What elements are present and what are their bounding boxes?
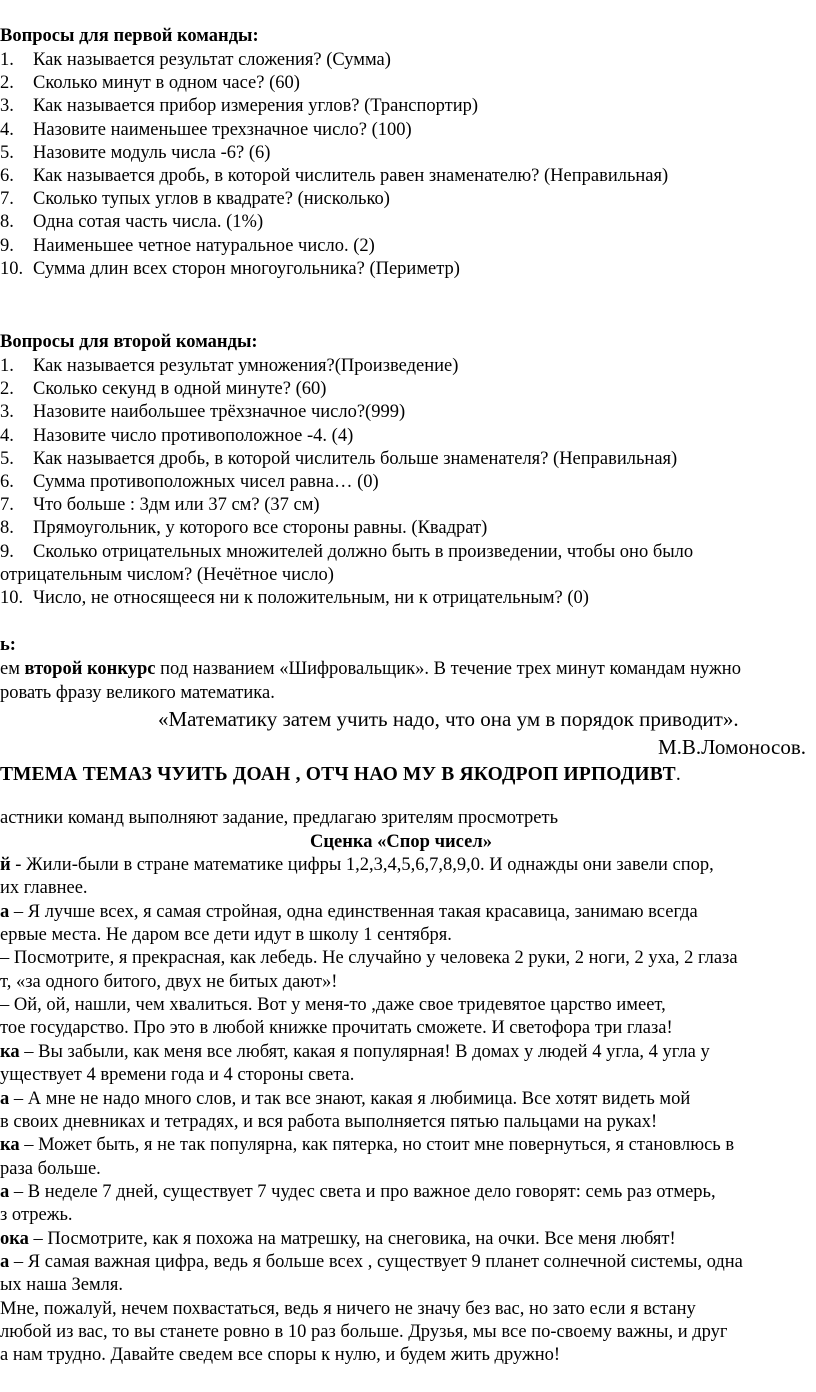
- speaker-name: а: [0, 1251, 10, 1272]
- question-text: Что больше : 3дм или 37 см? (37 см): [33, 495, 320, 516]
- question-text: Сколько отрицательных множителей должно быть в произведении, чтобы оно было: [33, 541, 694, 562]
- cipher-text: [0, 763, 681, 787]
- question-text: Сколько тупых углов в квадрате? (нисколько): [33, 189, 390, 210]
- speaker-name: ка: [0, 1135, 20, 1156]
- dialogue-line: [0, 1110, 657, 1134]
- dialogue-line: [0, 853, 714, 877]
- dialogue-line: [0, 1157, 101, 1181]
- cipher-phrase: ТМЕМА ТЕМАЗ ЧУИТЬ ДОАН , ОТЧ НАО МУ В ЯКОДРОП ИРПОДИВТ: [0, 764, 676, 785]
- contest-intro-line2: ровать фразу великого математика.: [0, 683, 275, 703]
- question-number: 6.: [0, 472, 14, 492]
- quote-author: М.В.Ломоносов.: [657, 735, 806, 759]
- question-number: 9.: [0, 235, 14, 256]
- dialogue-text: – А мне не надо много слов, и так все знают, какая я любимица. Все хотят видеть мой: [9, 1088, 691, 1109]
- dialogue-text: в своих дневниках и тетрадях, и вся работа выполняется пятью пальцами на руках!: [0, 1111, 658, 1132]
- question-text: Назовите число противоположное -4. (4): [33, 425, 354, 446]
- question-number: 10.: [0, 588, 24, 608]
- dialogue-text: – Посмотрите, я прекрасная, как лебедь. Не случайно у человека 2 руки, 2 ноги, 2 уха, 2 глаза: [0, 948, 738, 969]
- contest-intro: [0, 657, 741, 681]
- speaker-name: а: [0, 1181, 10, 1202]
- speaker-name: а: [0, 901, 10, 922]
- dialogue-line: [0, 1063, 354, 1087]
- dialogue-line: [0, 1227, 676, 1251]
- dialogue-text: – В неделе 7 дней, существует 7 чудес света и про важное дело говорят: семь раз отмерь,: [9, 1181, 716, 1202]
- question-number: 2.: [0, 379, 14, 400]
- contest-name: второй конкурс: [24, 659, 156, 679]
- contest-intro-end: под названием «Шифровальщик». В течение трех минут командам нужно: [155, 659, 741, 679]
- speaker-name: а: [0, 1088, 10, 1109]
- question-text: отрицательным числом? (Нечётное число): [0, 564, 334, 585]
- dialogue-line: [0, 993, 666, 1017]
- dialogue-line: [0, 1343, 560, 1367]
- question-text: Одна сотая часть числа. (1%): [33, 212, 264, 233]
- dialogue-line: [0, 1040, 710, 1064]
- question-text: Как называется дробь, в которой числитель больше знаменателя? (Неправильная): [33, 448, 678, 469]
- question-text: Как называется дробь, в которой числитель равен знаменателю? (Неправильная): [33, 166, 669, 186]
- question-number: 3.: [0, 96, 14, 117]
- question-text: Сколько секунд в одной минуте? (60): [33, 379, 327, 400]
- dialogue-text: раза больше.: [0, 1158, 101, 1179]
- question-text: Как называется результат умножения?(Произведение): [33, 356, 459, 376]
- question-number: 7.: [0, 495, 14, 516]
- question-text: Наименьшее четное натуральное число. (2): [33, 235, 375, 256]
- team1-heading: Вопросы для первой команды:: [0, 26, 259, 46]
- question-text: Прямоугольник, у которого все стороны равны. (Квадрат): [33, 518, 488, 539]
- question-number: 1.: [0, 356, 14, 376]
- dialogue-text: а нам трудно. Давайте сведем все споры к нулю, и будем жить дружно!: [0, 1345, 561, 1366]
- quote-text: «Математику затем учить надо, что она ум в порядок приводит».: [158, 707, 739, 731]
- question-number: 3.: [0, 402, 14, 423]
- question-number: 4.: [0, 425, 14, 446]
- question-number: 2.: [0, 73, 14, 94]
- dialogue-line: [0, 1203, 73, 1227]
- dialogue-line: [0, 876, 88, 900]
- dialogue-line: [0, 1273, 123, 1297]
- dialogue-text: - Жили-были в стране математике цифры 1,2,3,4,5,6,7,8,9,0. И однажды они завели спор,: [10, 855, 714, 875]
- dialogue-text: т, «за одного битого, двух не битых дают»!: [0, 971, 338, 992]
- dialogue-line: [0, 900, 698, 924]
- dialogue-line: [0, 1016, 673, 1040]
- cipher-period: .: [675, 764, 681, 785]
- scene-title: Сценка «Спор чисел»: [310, 832, 492, 852]
- dialogue-text: – Посмотрите, как я похожа на матрешку, на снеговика, на очки. Все меня любят!: [28, 1228, 676, 1249]
- question-number: 10.: [0, 258, 24, 279]
- question-text: Сумма длин всех сторон многоугольника? (Периметр): [33, 258, 460, 279]
- question-text: Назовите наибольшее трёхзначное число?(999): [33, 402, 406, 423]
- speaker-name: ока: [0, 1228, 29, 1249]
- dialogue-line: [0, 1087, 690, 1111]
- speaker-name: ка: [0, 1041, 20, 1062]
- dialogue-line: [0, 923, 452, 947]
- dialogue-line: [0, 1180, 716, 1204]
- dialogue-text: – Я самая важная цифра, ведь я больше всех , существует 9 планет солнечной системы, одна: [9, 1251, 743, 1272]
- speaker-name: й: [0, 855, 11, 875]
- question-text: Как называется результат сложения? (Сумма): [33, 50, 391, 70]
- team2-heading: Вопросы для второй команды:: [0, 332, 258, 352]
- question-number: 8.: [0, 518, 14, 539]
- dialogue-line: [0, 1297, 696, 1321]
- dialogue-text: любой из вас, то вы станете ровно в 10 раз больше. Друзья, мы все по-своему важны, и друг: [0, 1322, 728, 1342]
- question-text: Как называется прибор измерения углов? (Транспортир): [33, 96, 479, 117]
- dialogue-line: [0, 970, 337, 994]
- dialogue-line: [0, 1250, 743, 1274]
- question-number: 5.: [0, 142, 14, 163]
- question-text: Назовите наименьшее трехзначное число? (100): [33, 119, 412, 140]
- scene-intro: астники команд выполняют задание, предлагаю зрителям просмотреть: [0, 808, 559, 828]
- question-number: 9.: [0, 541, 14, 562]
- dialogue-text: – Может быть, я не так популярна, как пятерка, но стоит мне повернуться, я становлюсь в: [19, 1135, 735, 1156]
- contest-label: ь:: [0, 635, 16, 655]
- question-number: 8.: [0, 212, 14, 233]
- dialogue-text: – Я лучше всех, я самая стройная, одна единственная такая красавица, занимаю всегда: [9, 901, 698, 922]
- question-number: 1.: [0, 50, 14, 70]
- contest-intro-start: ем: [0, 659, 25, 679]
- dialogue-text: их главнее.: [0, 878, 88, 899]
- question-number: 5.: [0, 448, 14, 469]
- question-text: Сумма противоположных чисел равна… (0): [33, 472, 379, 492]
- dialogue-text: Мне, пожалуй, нечем похвастаться, ведь я ничего не значу без вас, но зато если я встану: [0, 1298, 696, 1319]
- dialogue-text: уществует 4 времени года и 4 стороны света.: [0, 1065, 355, 1086]
- question-text: Число, не относящееся ни к положительным, ни к отрицательным? (0): [33, 588, 589, 608]
- dialogue-text: – Ой, ой, нашли, чем хвалиться. Вот у меня-то ,даже свое тридевятое царство имеет,: [0, 995, 666, 1016]
- dialogue-text: ервые места. Не даром все дети идут в школу 1 сентября.: [0, 925, 452, 946]
- dialogue-line: [0, 946, 738, 970]
- question-text: Сколько минут в одном часе? (60): [33, 73, 300, 94]
- dialogue-line: [0, 1320, 727, 1344]
- question-number: 7.: [0, 189, 14, 210]
- dialogue-line: [0, 1133, 734, 1157]
- question-number: 4.: [0, 119, 14, 140]
- dialogue-text: ых наша Земля.: [0, 1275, 124, 1296]
- dialogue-text: – Вы забыли, как меня все любят, какая я популярная! В домах у людей 4 угла, 4 угла у: [19, 1041, 710, 1062]
- dialogue-text: тое государство. Про это в любой книжке прочитать сможете. И светофора три глаза!: [0, 1018, 673, 1039]
- dialogue-text: з отрежь.: [0, 1205, 73, 1226]
- question-number: 6.: [0, 166, 14, 186]
- question-text: Назовите модуль числа -6? (6): [33, 142, 271, 163]
